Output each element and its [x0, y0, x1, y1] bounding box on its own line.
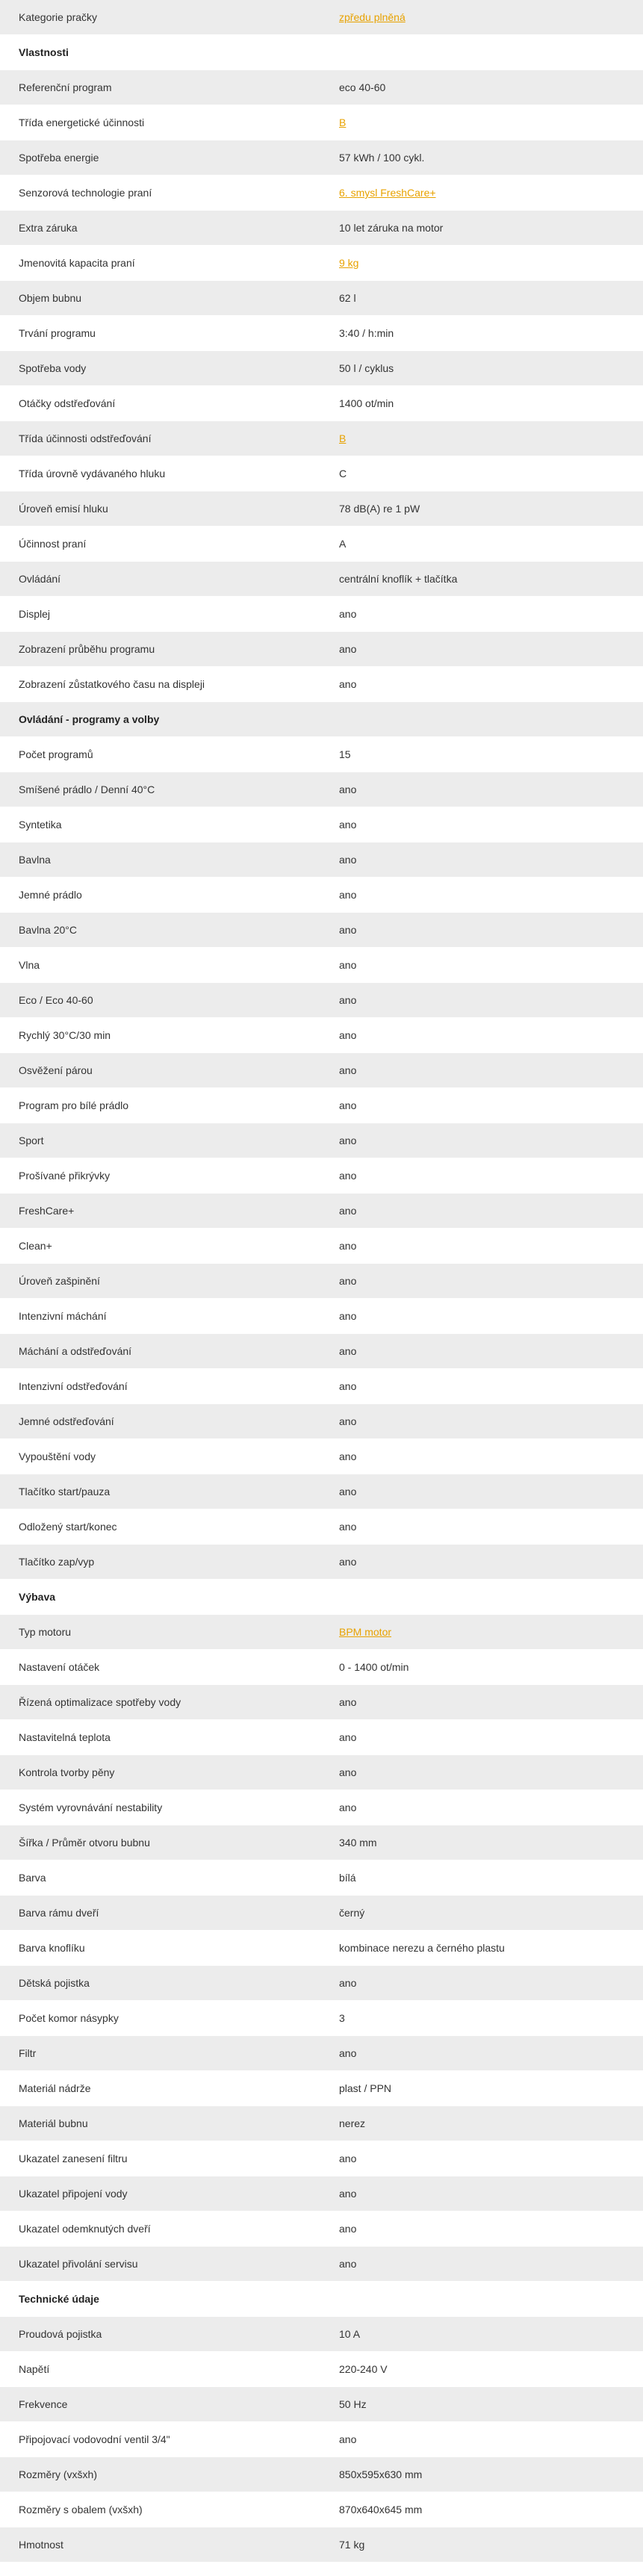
spec-label: Barva knoflíku: [19, 1942, 85, 1954]
spec-label: Zobrazení zůstatkového času na displeji: [19, 678, 205, 690]
spec-label: Ovládání: [19, 573, 61, 585]
table-row: [0, 421, 643, 456]
table-row: [0, 2071, 643, 2106]
spec-label: Ukazatel připojení vody: [19, 2188, 128, 2200]
spec-label: Kategorie pračky: [19, 11, 98, 23]
spec-value: ano: [339, 1064, 357, 1076]
table-row: [0, 1439, 643, 1474]
spec-label: Referenční program: [19, 81, 112, 93]
table-row: [0, 1264, 643, 1299]
spec-value: ano: [339, 1556, 357, 1568]
spec-value: ano: [339, 1170, 357, 1182]
spec-value: ano: [339, 2188, 357, 2200]
spec-value: centrální knoflík + tlačítka: [339, 573, 458, 585]
spec-value: černý: [339, 1907, 365, 1919]
table-row: [0, 1545, 643, 1580]
table-row: [0, 246, 643, 281]
spec-value: ano: [339, 2258, 357, 2270]
table-row: [0, 1685, 643, 1720]
spec-value-link[interactable]: B: [339, 432, 347, 444]
table-row: [0, 562, 643, 597]
table-row: [0, 1053, 643, 1088]
table-row: [0, 1966, 643, 2001]
table-row: [0, 772, 643, 807]
spec-label: Třída energetické účinnosti: [19, 117, 145, 128]
spec-label: Spotřeba vody: [19, 362, 87, 374]
spec-value-link[interactable]: B: [339, 117, 347, 128]
table-row: [0, 281, 643, 316]
section-header: [0, 2282, 643, 2317]
table-row: [0, 2387, 643, 2422]
table-row: [0, 597, 643, 632]
table-row: [0, 1088, 643, 1123]
table-row: [0, 2106, 643, 2141]
spec-value: ano: [339, 889, 357, 901]
spec-value: 850x595x630 mm: [339, 2468, 423, 2480]
spec-label: Bavlna: [19, 854, 51, 866]
table-row: [0, 1404, 643, 1439]
table-row: [0, 1650, 643, 1685]
table-row: [0, 491, 643, 527]
spec-value: 220-240 V: [339, 2363, 388, 2375]
table-row: [0, 456, 643, 491]
table-row: [0, 1825, 643, 1860]
spec-label: Ukazatel přivolání servisu: [19, 2258, 138, 2270]
spec-value-link[interactable]: 9 kg: [339, 257, 359, 269]
spec-label: Tlačítko zap/vyp: [19, 1556, 95, 1568]
spec-value: 3: [339, 2012, 345, 2024]
spec-value: ano: [339, 1766, 357, 1778]
spec-label: Senzorová technologie praní: [19, 187, 152, 199]
section-title: Ovládání - programy a volby: [19, 713, 160, 725]
spec-label: FreshCare+: [19, 1205, 75, 1217]
spec-label: Šířka / Průměr otvoru bubnu: [19, 1837, 150, 1849]
spec-label: Rozměry (vxšxh): [19, 2468, 98, 2480]
table-row: [0, 1158, 643, 1194]
spec-value: ano: [339, 1275, 357, 1287]
spec-value: 50 Hz: [339, 2398, 367, 2410]
table-row: [0, 1755, 643, 1790]
spec-label: Displej: [19, 608, 51, 620]
table-row: [0, 527, 643, 562]
table-row: [0, 1509, 643, 1545]
spec-value: A: [339, 538, 347, 550]
spec-value: 0 - 1400 ot/min: [339, 1661, 409, 1673]
table-row: [0, 948, 643, 983]
spec-label: Ukazatel odemknutých dveří: [19, 2223, 151, 2235]
table-row: [0, 1896, 643, 1931]
table-row: [0, 913, 643, 948]
spec-label: Ukazatel zanesení filtru: [19, 2153, 128, 2164]
spec-value: ano: [339, 994, 357, 1006]
spec-value: nerez: [339, 2117, 366, 2129]
table-row: [0, 2141, 643, 2176]
spec-label: Nastavitelná teplota: [19, 1731, 111, 1743]
spec-label: Clean+: [19, 1240, 52, 1252]
spec-label: Napětí: [19, 2363, 50, 2375]
table-row: [0, 2422, 643, 2457]
spec-label: Trvání programu: [19, 327, 96, 339]
spec-label: Intenzivní máchání: [19, 1310, 107, 1322]
spec-value: plast / PPN: [339, 2082, 392, 2094]
spec-value: ano: [339, 1205, 357, 1217]
table-row: [0, 842, 643, 878]
spec-label: Osvěžení párou: [19, 1064, 93, 1076]
spec-label: Počet programů: [19, 748, 93, 760]
spec-value: 15: [339, 748, 351, 760]
spec-label: Máchání a odstřeďování: [19, 1345, 132, 1357]
table-row: [0, 878, 643, 913]
table-row: [0, 105, 643, 140]
spec-label: Třída účinnosti odstřeďování: [19, 432, 152, 444]
spec-value: 71 kg: [339, 2539, 365, 2551]
spec-value: ano: [339, 1310, 357, 1322]
spec-label: Vlna: [19, 959, 40, 971]
spec-value: ano: [339, 854, 357, 866]
spec-value: ano: [339, 1521, 357, 1533]
spec-value: ano: [339, 608, 357, 620]
spec-label: Objem bubnu: [19, 292, 82, 304]
spec-value: ano: [339, 1415, 357, 1427]
spec-value: 3:40 / h:min: [339, 327, 394, 339]
spec-label: Rychlý 30°C/30 min: [19, 1029, 111, 1041]
table-row: [0, 1474, 643, 1509]
spec-label: Úroveň emisí hluku: [19, 503, 108, 515]
spec-value: ano: [339, 1240, 357, 1252]
table-row: [0, 70, 643, 105]
spec-value: 57 kWh / 100 cykl.: [339, 152, 425, 164]
section-title: Technické údaje: [19, 2293, 99, 2305]
spec-label: Intenzivní odstřeďování: [19, 1380, 128, 1392]
spec-label: Dětská pojistka: [19, 1977, 90, 1989]
spec-value: 62 l: [339, 292, 356, 304]
spec-label: Eco / Eco 40-60: [19, 994, 93, 1006]
spec-value: eco 40-60: [339, 81, 386, 93]
spec-value: ano: [339, 1486, 357, 1498]
spec-label: Typ motoru: [19, 1626, 72, 1638]
spec-value: ano: [339, 1099, 357, 1111]
table-row: [0, 1334, 643, 1369]
spec-value: 10 let záruka na motor: [339, 222, 444, 234]
spec-value-link[interactable]: BPM motor: [339, 1626, 392, 1638]
spec-label: Program pro bílé prádlo: [19, 1099, 129, 1111]
table-row: [0, 176, 643, 211]
spec-label: Extra záruka: [19, 222, 78, 234]
spec-label: Barva: [19, 1872, 46, 1884]
table-row: [0, 2527, 643, 2563]
spec-label: Jmenovitá kapacita praní: [19, 257, 135, 269]
table-row: [0, 140, 643, 176]
spec-value: 50 l / cyklus: [339, 362, 394, 374]
spec-value: 78 dB(A) re 1 pW: [339, 503, 420, 515]
table-row: [0, 2317, 643, 2352]
spec-label: Rozměry s obalem (vxšxh): [19, 2504, 143, 2516]
spec-value: ano: [339, 2153, 357, 2164]
spec-label: Tlačítko start/pauza: [19, 1486, 111, 1498]
spec-value: ano: [339, 924, 357, 936]
spec-value: ano: [339, 2047, 357, 2059]
spec-label: Počet komor násypky: [19, 2012, 119, 2024]
spec-value: ano: [339, 1801, 357, 1813]
spec-value: 1400 ot/min: [339, 397, 394, 409]
spec-label: Účinnost praní: [19, 538, 87, 550]
spec-value-link[interactable]: 6. smysl FreshCare+: [339, 187, 436, 199]
table-row: [0, 2352, 643, 2387]
section-header: [0, 702, 643, 737]
spec-label: Smíšené prádlo / Denní 40°C: [19, 783, 155, 795]
table-row: [0, 2036, 643, 2071]
spec-value: 870x640x645 mm: [339, 2504, 423, 2516]
spec-value: 10 A: [339, 2328, 361, 2340]
spec-label: Materiál bubnu: [19, 2117, 88, 2129]
spec-label: Kontrola tvorby pěny: [19, 1766, 115, 1778]
spec-value: ano: [339, 819, 357, 831]
spec-label: Frekvence: [19, 2398, 68, 2410]
spec-label: Připojovací vodovodní ventil 3/4": [19, 2433, 170, 2445]
section-header: [0, 35, 643, 70]
spec-label: Materiál nádrže: [19, 2082, 91, 2094]
spec-value: bílá: [339, 1872, 356, 1884]
spec-value-link[interactable]: zpředu plněná: [339, 11, 406, 23]
spec-label: Bavlna 20°C: [19, 924, 77, 936]
spec-label: Nastavení otáček: [19, 1661, 100, 1673]
spec-value: ano: [339, 1977, 357, 1989]
table-row: [0, 737, 643, 772]
table-row: [0, 1018, 643, 1053]
table-row: [0, 211, 643, 246]
table-row: [0, 1860, 643, 1896]
section-title: Výbava: [19, 1591, 56, 1603]
spec-label: Prošívané přikrývky: [19, 1170, 111, 1182]
table-row: [0, 316, 643, 351]
spec-label: Třída úrovně vydávaného hluku: [19, 468, 166, 479]
spec-label: Proudová pojistka: [19, 2328, 102, 2340]
spec-value: kombinace nerezu a černého plastu: [339, 1942, 505, 1954]
table-row: [0, 1194, 643, 1229]
spec-label: Zobrazení průběhu programu: [19, 643, 155, 655]
table-row: [0, 1931, 643, 1966]
table-row: [0, 2247, 643, 2282]
spec-value: ano: [339, 1696, 357, 1708]
spec-value: ano: [339, 2433, 357, 2445]
spec-value: ano: [339, 1345, 357, 1357]
spec-label: Filtr: [19, 2047, 37, 2059]
spec-label: Otáčky odstřeďování: [19, 397, 116, 409]
spec-value: ano: [339, 783, 357, 795]
table-row: [0, 632, 643, 667]
spec-value: ano: [339, 959, 357, 971]
table-row: [0, 1369, 643, 1404]
table-row: [0, 2212, 643, 2247]
table-row: [0, 1299, 643, 1334]
spec-value: ano: [339, 1380, 357, 1392]
spec-label: Úroveň zašpinění: [19, 1275, 100, 1287]
spec-value: ano: [339, 678, 357, 690]
table-row: [0, 2001, 643, 2036]
spec-label: Spotřeba energie: [19, 152, 99, 164]
table-row: [0, 1790, 643, 1825]
spec-label: Sport: [19, 1135, 44, 1146]
table-row: [0, 667, 643, 702]
spec-label: Systém vyrovnávání nestability: [19, 1801, 163, 1813]
spec-label: Syntetika: [19, 819, 62, 831]
table-row: [0, 1123, 643, 1158]
table-row: [0, 983, 643, 1018]
spec-value: 340 mm: [339, 1837, 377, 1849]
table-row: [0, 2176, 643, 2212]
spec-label: Vypouštění vody: [19, 1450, 96, 1462]
table-row: [0, 1720, 643, 1755]
spec-label: Jemné odstřeďování: [19, 1415, 114, 1427]
section-title: Vlastnosti: [19, 46, 69, 58]
table-row: [0, 386, 643, 421]
spec-value: ano: [339, 643, 357, 655]
table-row: [0, 1615, 643, 1650]
spec-value: C: [339, 468, 347, 479]
section-header: [0, 1580, 643, 1615]
table-row: [0, 807, 643, 842]
spec-value: ano: [339, 1029, 357, 1041]
spec-value: ano: [339, 1731, 357, 1743]
table-row: [0, 351, 643, 386]
table-row: [0, 0, 643, 35]
spec-label: Odložený start/konec: [19, 1521, 117, 1533]
table-row: [0, 2457, 643, 2492]
table-row: [0, 2492, 643, 2527]
spec-label: Jemné prádlo: [19, 889, 82, 901]
table-row: [0, 1229, 643, 1264]
spec-label: Hmotnost: [19, 2539, 63, 2551]
spec-label: Barva rámu dveří: [19, 1907, 99, 1919]
spec-value: ano: [339, 1450, 357, 1462]
spec-value: ano: [339, 2223, 357, 2235]
spec-label: Řízená optimalizace spotřeby vody: [19, 1696, 181, 1708]
spec-value: ano: [339, 1135, 357, 1146]
